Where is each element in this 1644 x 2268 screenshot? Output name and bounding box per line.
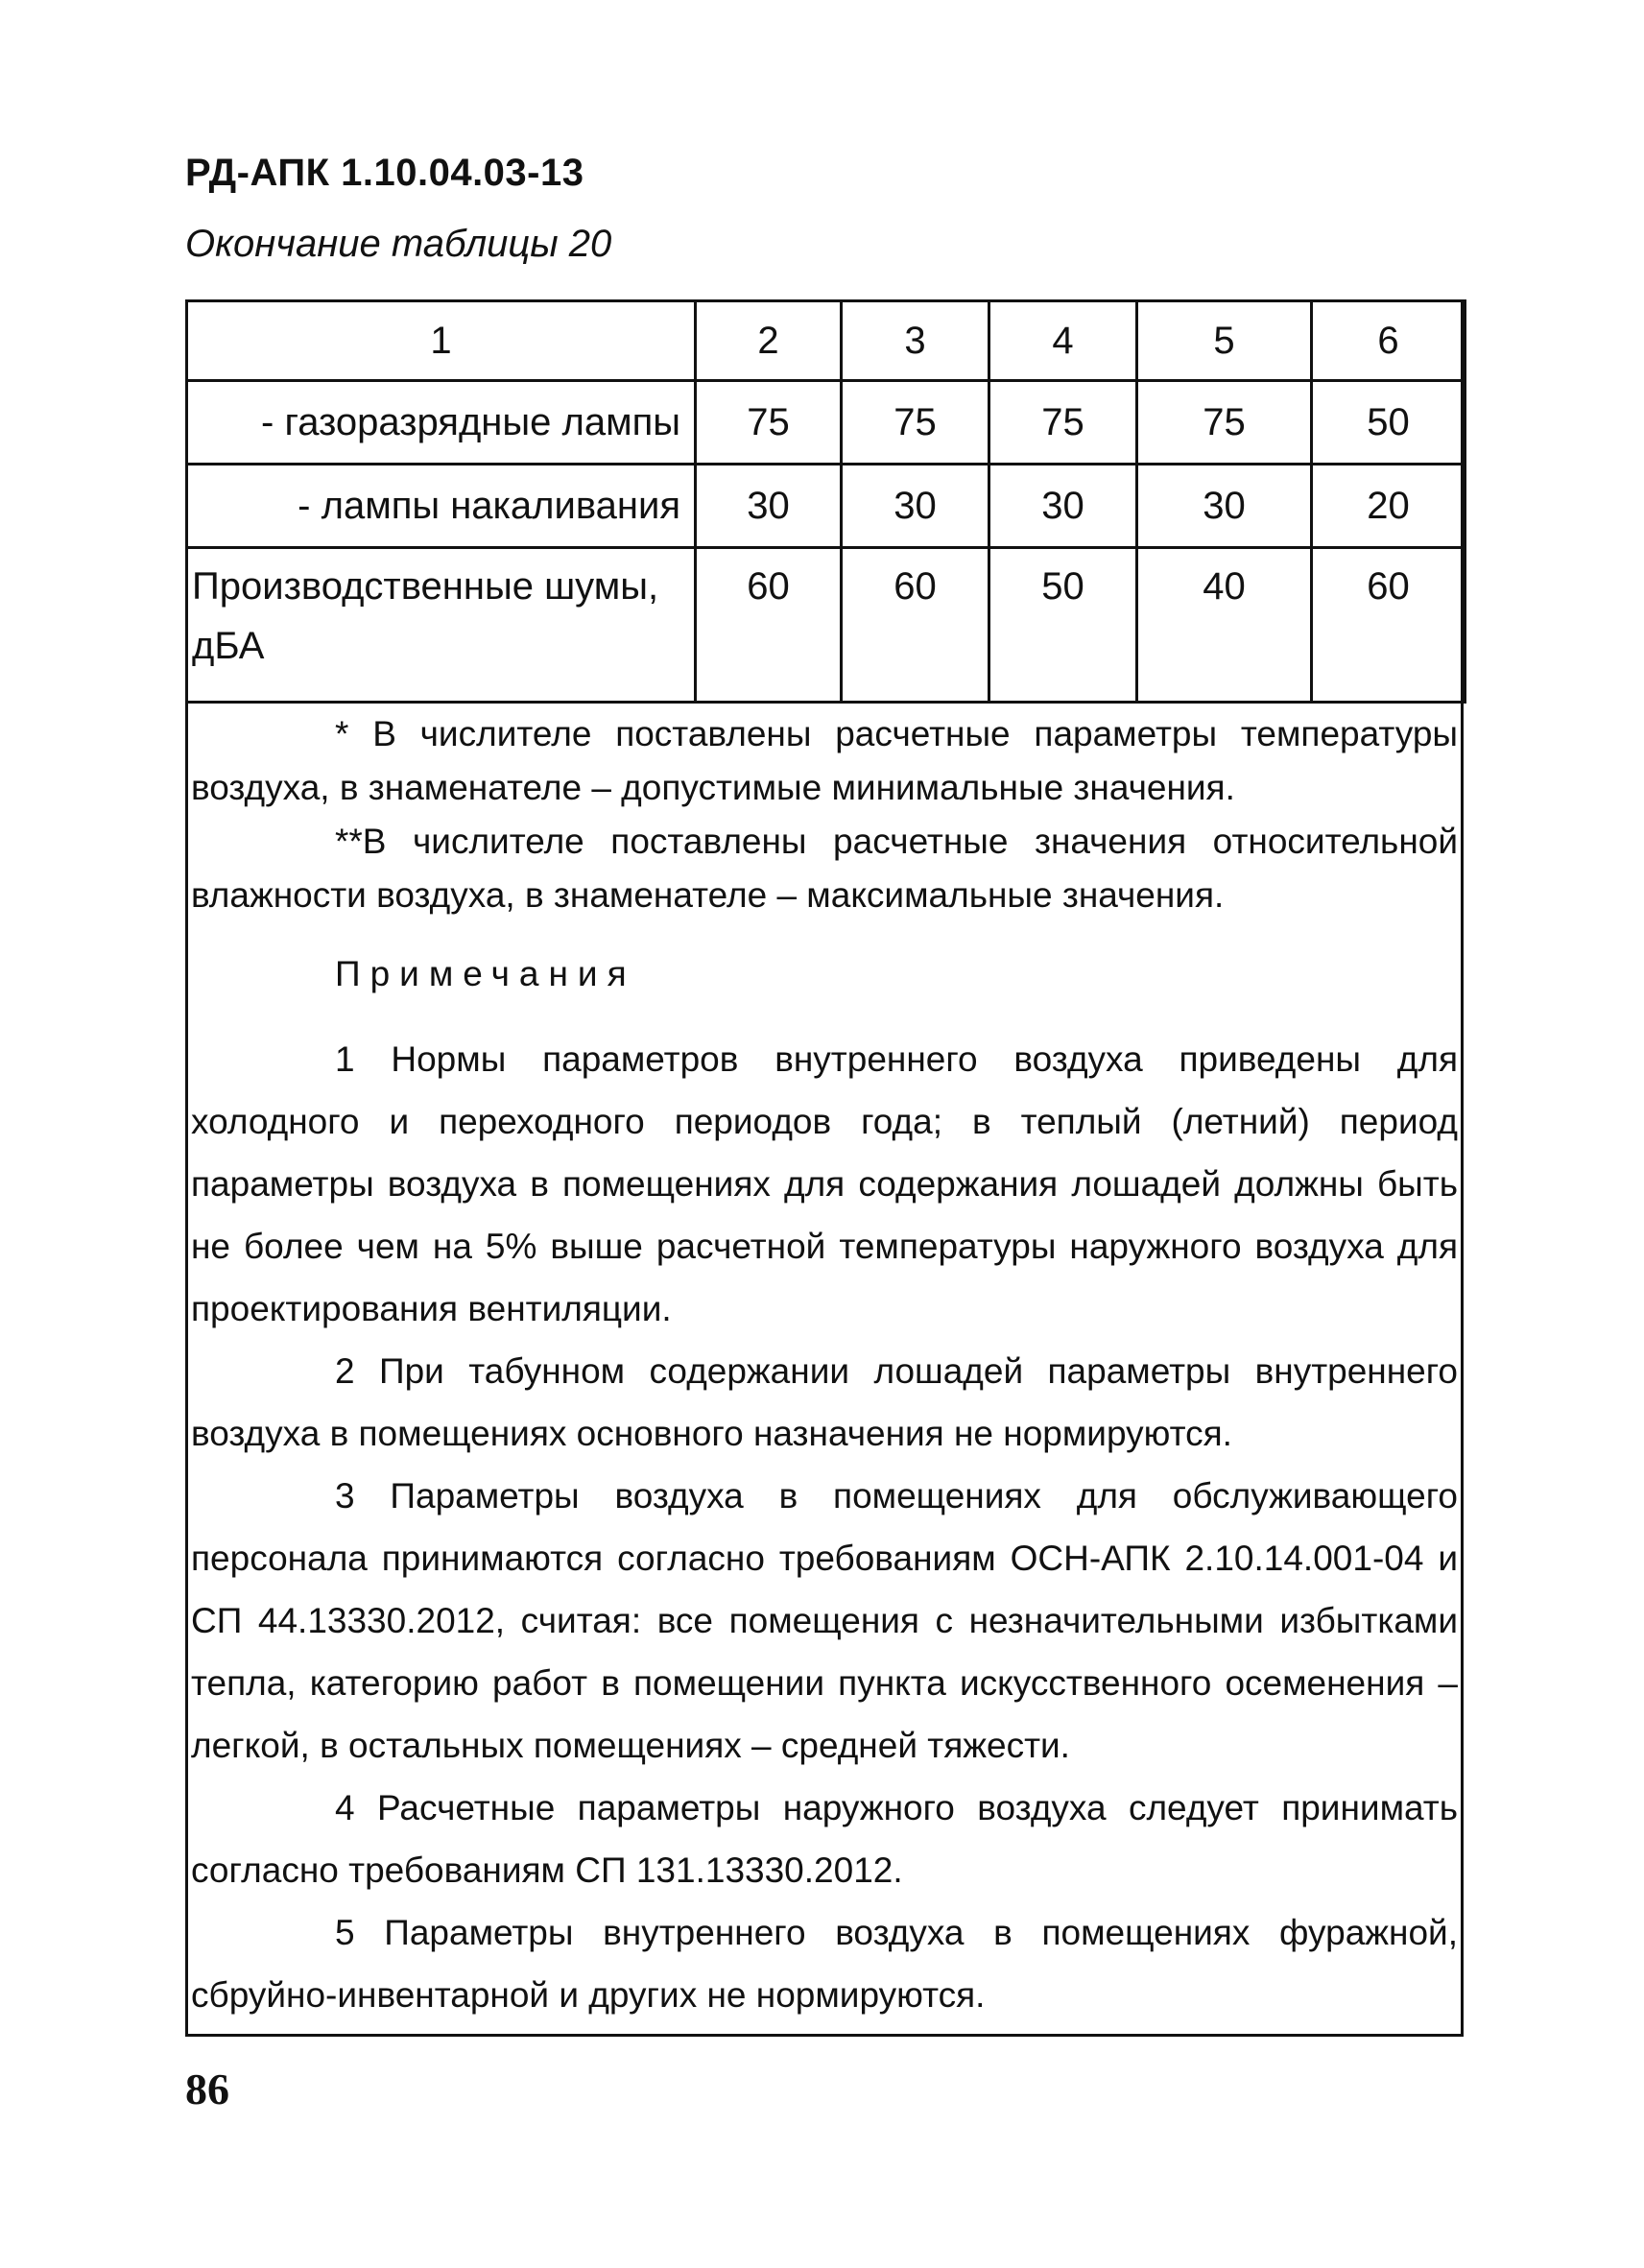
note-item: 2 При табунном содержании лошадей параметры внутреннего воздуха в помещениях основного назначения не нормируются.: [191, 1351, 1458, 1453]
note-item: 5 Параметры внутреннего воздуха в помещениях фуражной, сбруйно-инвентарной и других не нормируются.: [191, 1913, 1458, 2015]
header-cell: 6: [1312, 301, 1465, 381]
header-cell: 1: [187, 301, 696, 381]
table-cell: 75: [842, 381, 989, 465]
note-item: 1 Нормы параметров внутреннего воздуха приведены для холодного и переходного периодов года; в теплый (летний) период параметры воздуха в помещениях для содержания лошадей должны быть не более чем на 5% выше расчетной температуры наружного воздуха для проектирования вентиляции.: [191, 1039, 1458, 1328]
table-cell: 40: [1137, 548, 1312, 703]
parameters-table: [185, 299, 1466, 704]
table-cell: 75: [989, 381, 1137, 465]
table-cell: 20: [1312, 465, 1465, 548]
table-row: [187, 465, 1465, 548]
table-row: [187, 548, 1465, 703]
table-cell: 50: [1312, 381, 1465, 465]
row-label: - лампы накаливания: [187, 465, 696, 548]
note-item: 4 Расчетные параметры наружного воздуха следует принимать согласно требованиям СП 131.13330.2012.: [191, 1788, 1458, 1890]
row-label: Производственные шумы, дБА: [187, 548, 696, 703]
header-cell: 4: [989, 301, 1137, 381]
table-cell: 30: [989, 465, 1137, 548]
table-cell: 60: [842, 548, 989, 703]
table-header-row: [187, 301, 1465, 381]
table-cell: 60: [1312, 548, 1465, 703]
table-cell: 75: [1137, 381, 1312, 465]
table-caption: Окончание таблицы 20: [185, 223, 612, 265]
footnote: **В числителе поставлены расчетные значения относительной влажности воздуха, в знаменателе – максимальные значения.: [191, 822, 1458, 915]
page-number: 86: [185, 2065, 229, 2113]
notes-heading: Примечания: [335, 954, 636, 993]
table-notes: [191, 707, 1458, 2026]
table-cell: 50: [989, 548, 1137, 703]
table-cell: 60: [696, 548, 842, 703]
table-row: [187, 381, 1465, 465]
table-cell: 30: [696, 465, 842, 548]
document-code: РД-АПК 1.10.04.03-13: [185, 152, 584, 194]
header-cell: 3: [842, 301, 989, 381]
header-cell: 5: [1137, 301, 1312, 381]
footnote: * В числителе поставлены расчетные параметры температуры воздуха, в знаменателе – допустимые минимальные значения.: [191, 714, 1458, 807]
row-label: - газоразрядные лампы: [187, 381, 696, 465]
table-cell: 75: [696, 381, 842, 465]
note-item: 3 Параметры воздуха в помещениях для обслуживающего персонала принимаются согласно требованиям ОСН-АПК 2.10.14.001-04 и СП 44.13330.2012, считая: все помещения с незначительными избытками тепла, категорию работ в помещении пункта искусственного осеменения – легкой, в остальных помещениях – средней тяжести.: [191, 1476, 1458, 1765]
header-cell: 2: [696, 301, 842, 381]
table-cell: 30: [1137, 465, 1312, 548]
table-cell: 30: [842, 465, 989, 548]
